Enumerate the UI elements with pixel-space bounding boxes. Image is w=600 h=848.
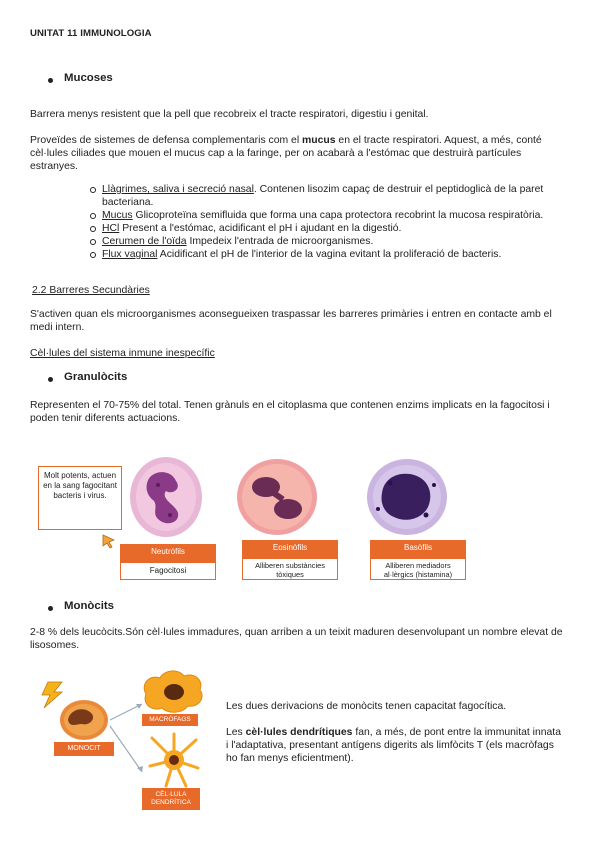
cell-name-neutrofils: Neutròfils	[120, 544, 216, 562]
cell-name-eosinofils: Eosinòfils	[242, 540, 338, 558]
cell-name-basofils: Basòfils	[370, 540, 466, 558]
basophil-image	[366, 457, 448, 537]
monocits-paragraph-2: Les dues derivacions de monòcits tenen capacitat fagocítica.	[226, 701, 507, 712]
label-macrofags: MACRÒFAGS	[142, 714, 198, 726]
page-title: UNITAT 11 IMMUNOLOGIA	[30, 28, 152, 39]
list-item: Cerumen de l'oïda Impedeix l'entrada de microorganismes.	[90, 235, 560, 248]
bullet-monocits	[48, 606, 53, 611]
heading-granulocits: Granulòcits	[64, 371, 128, 383]
heading-barreres-secundaries: 2.2 Barreres Secundàries	[32, 285, 150, 296]
mucoses-list	[90, 183, 560, 261]
bullet-granulocits	[48, 377, 53, 382]
cell-caption-eosinofils: Alliberen substàncies tòxiques	[242, 558, 338, 580]
barreres-paragraph: S'activen quan els microorganismes aconsegueixen traspassar les barreres primàries i entren en contacte amb el medi intern.	[30, 309, 552, 333]
pointer-icon	[100, 532, 120, 550]
heading-mucoses: Mucoses	[64, 72, 113, 84]
eosinophil-image	[236, 457, 318, 537]
neutrophil-note-box: Molt potents, actuen en la sang fagocitant bacteris i virus.	[38, 466, 122, 530]
granulocits-paragraph: Representen el 70-75% del total. Tenen grànuls en el citoplasma que contenen enzims implicats en la fagocitosi i poden tenir diferents actuacions.	[30, 400, 550, 424]
neutrophil-image	[128, 455, 204, 539]
list-item: Llàgrimes, saliva i secreció nasal. Contenen lisozim capaç de destruir el peptidoglicà de la paret bacteriana.	[90, 183, 560, 209]
label-cellula-dendritica: CÈL·LULA DENDRÍTICA	[142, 788, 200, 810]
mucoses-paragraph-2: Proveïdes de sistemes de defensa complementaris com el mucus en el tracte respiratori. Aquest, a més, conté cèl·lules ciliades que mouen el mucus cap a la faringe, per on acabarà a l'estómac que destruirà partícules estranyes.	[30, 135, 542, 172]
heading-monocits: Monòcits	[64, 600, 114, 612]
list-item: HCl Present a l'estómac, acidificant el pH i ajudant en la digestió.	[90, 222, 560, 235]
monocits-paragraph: 2-8 % dels leucòcits.Són cèl·lules immadures, quan arriben a un teixit maduren desenvolupant un nombre elevat de lisosomes.	[30, 627, 563, 651]
cell-caption-neutrofils: Fagocitosi	[120, 562, 216, 580]
heading-cellules-inespecific: Cèl·lules del sistema inmune inespecífic	[30, 348, 215, 359]
macrophage-image	[138, 666, 208, 716]
bullet-mucoses	[48, 78, 53, 83]
monocits-paragraph-3: Les cèl·lules dendrítiques fan, a més, de pont entre la immunitat innata i l'adaptativa, presentant antígens digerits als limfòcits T (els macròfags ho fan menys eficientment).	[226, 727, 561, 764]
label-monocit: MONOCIT	[54, 742, 114, 756]
mucoses-paragraph-1: Barrera menys resistent que la pell que recobreix el tracte respiratori, digestiu i genital.	[30, 109, 429, 120]
monocyte-image	[58, 698, 110, 742]
list-item: Mucus Glicoproteïna semifluida que forma una capa protectora recobrint la mucosa respiratòria.	[90, 209, 560, 222]
cell-caption-basofils: Alliberen mediadors al·lèrgics (histamina)	[370, 558, 466, 580]
dendritic-cell-image	[146, 732, 202, 788]
list-item: Flux vaginal Acidificant el pH de l'interior de la vagina evitant la proliferació de bacteris.	[90, 248, 560, 261]
